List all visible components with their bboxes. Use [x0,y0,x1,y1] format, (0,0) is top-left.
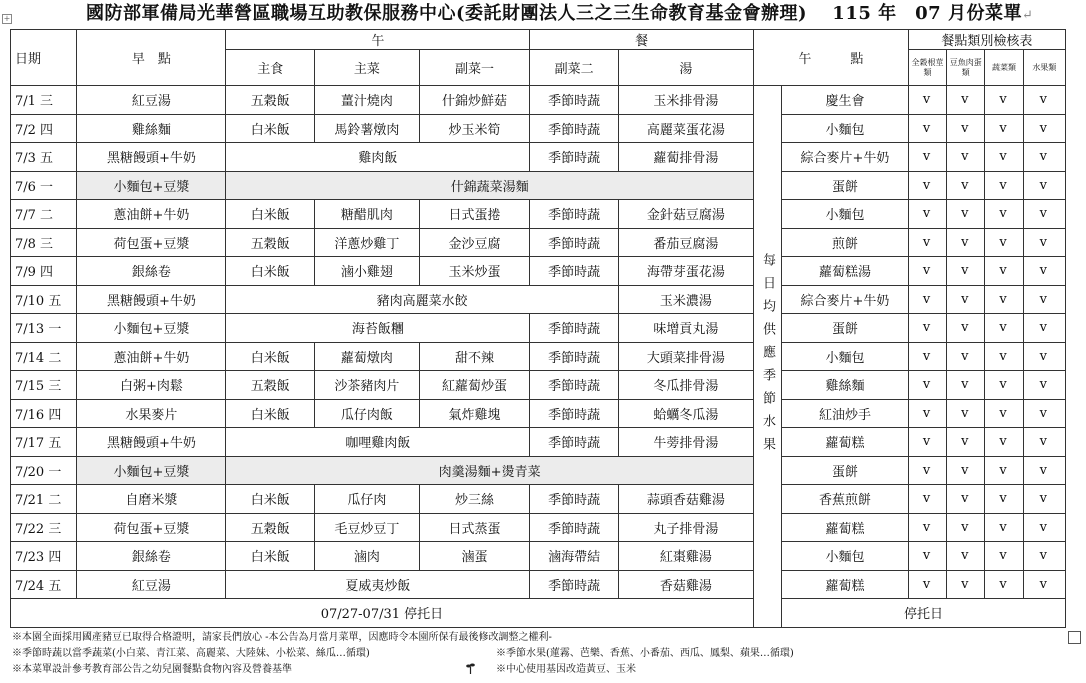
side-dish1-cell: 日式蒸蛋 [419,513,530,542]
menu-row [11,570,1066,599]
date-cell: 7/21 二 [11,485,77,514]
date-cell: 7/1 三 [11,86,77,115]
check-mark-cell: v [985,371,1023,400]
table-anchor-icon: + [3,14,11,23]
soup-cell: 海帶芽蛋花湯 [618,257,753,286]
menu-row [11,513,1066,542]
breakfast-cell: 紅豆湯 [77,86,226,115]
check-mark-cell: v [1023,371,1065,400]
breakfast-cell: 蔥油餅+牛奶 [77,200,226,229]
staple-cell: 白米飯 [226,257,315,286]
menu-row [11,257,1066,286]
side-dish2-cell: 季節時蔬 [530,200,619,229]
side-dish1-cell: 金沙豆腐 [419,228,530,257]
side-dish2-cell: 季節時蔬 [530,342,619,371]
check-mark-cell: v [985,200,1023,229]
date-cell: 7/7 二 [11,200,77,229]
header-check-veg: 蔬菜類 [985,50,1023,86]
side-dish2-cell: 季節時蔬 [530,485,619,514]
menu-row [11,542,1066,571]
footnote-3: ※本菜單設計參考教育部公告之幼兒園餐點食物內容及營養基準 [12,664,292,675]
check-mark-cell: v [947,456,985,485]
check-mark-cell: v [908,399,946,428]
snack-cell: 蘿蔔糕 [782,513,909,542]
main-dish-cell: 毛豆炒豆丁 [314,513,419,542]
snack-cell: 綜合麥片+牛奶 [782,143,909,172]
staple-cell: 白米飯 [226,542,315,571]
date-cell: 7/2 四 [11,114,77,143]
check-mark-cell: v [947,285,985,314]
check-mark-cell: v [908,542,946,571]
menu-row [11,171,1066,200]
menu-row [11,114,1066,143]
check-mark-cell: v [1023,200,1065,229]
check-mark-cell: v [985,143,1023,172]
side-dish2-cell: 季節時蔬 [530,114,619,143]
check-mark-cell: v [985,257,1023,286]
check-mark-cell: v [947,143,985,172]
soup-cell: 番茄豆腐湯 [618,228,753,257]
snack-cell: 香蕉煎餅 [782,485,909,514]
check-mark-cell: v [985,542,1023,571]
check-mark-cell: v [908,257,946,286]
side-dish1-cell: 日式蛋捲 [419,200,530,229]
side-dish2-cell: 季節時蔬 [530,228,619,257]
snack-cell: 小麵包 [782,342,909,371]
check-mark-cell: v [1023,86,1065,115]
snack-cell: 小麵包 [782,542,909,571]
menu-row [11,285,1066,314]
one-dish-meal-cell: 肉羹湯麵+燙青菜 [226,456,753,485]
menu-row [11,314,1066,343]
menu-row [11,456,1066,485]
breakfast-cell: 黑糖饅頭+牛奶 [77,285,226,314]
snack-cell: 蛋餅 [782,456,909,485]
check-mark-cell: v [947,228,985,257]
staple-cell: 五穀飯 [226,228,315,257]
one-dish-meal-cell: 雞肉飯 [226,143,530,172]
check-mark-cell: v [908,428,946,457]
check-mark-cell: v [947,200,985,229]
check-mark-cell: v [1023,285,1065,314]
side-dish1-cell: 氣炸雞塊 [419,399,530,428]
check-mark-cell: v [947,371,985,400]
snack-cell: 煎餅 [782,228,909,257]
check-mark-cell: v [985,285,1023,314]
breakfast-cell: 黑糖饅頭+牛奶 [77,143,226,172]
check-mark-cell: v [908,342,946,371]
header-snack: 午 點 [753,30,908,86]
check-mark-cell: v [985,485,1023,514]
check-mark-cell: v [947,257,985,286]
check-mark-cell: v [947,314,985,343]
check-mark-cell: v [947,428,985,457]
header-check-title: 餐點類別檢核表 [908,30,1065,50]
date-cell: 7/24 五 [11,570,77,599]
soup-cell: 丸子排骨湯 [618,513,753,542]
side-dish2-cell: 季節時蔬 [530,371,619,400]
check-mark-cell: v [1023,399,1065,428]
soup-cell: 玉米排骨湯 [618,86,753,115]
staple-cell: 白米飯 [226,114,315,143]
side-dish1-cell: 紅蘿蔔炒蛋 [419,371,530,400]
header-breakfast: 早 點 [77,30,226,86]
side-dish2-cell: 季節時蔬 [530,86,619,115]
check-mark-cell: v [908,513,946,542]
check-mark-cell: v [908,114,946,143]
date-cell: 7/9 四 [11,257,77,286]
breakfast-cell: 紅豆湯 [77,570,226,599]
check-mark-cell: v [947,513,985,542]
closure-cell: 07/27-07/31 停托日 [11,599,754,628]
date-cell: 7/10 五 [11,285,77,314]
side-dish2-cell: 季節時蔬 [530,513,619,542]
check-mark-cell: v [1023,570,1065,599]
check-mark-cell: v [947,171,985,200]
soup-cell: 蛤蠣冬瓜湯 [618,399,753,428]
check-mark-cell: v [947,86,985,115]
check-mark-cell: v [985,399,1023,428]
menu-row [11,342,1066,371]
check-mark-cell: v [985,456,1023,485]
breakfast-cell: 小麵包+豆漿 [77,171,226,200]
breakfast-cell: 荷包蛋+豆漿 [77,228,226,257]
snack-cell: 紅油炒手 [782,399,909,428]
footnote-1: ※本園全面採用國產豬豆已取得合格證明，請家長們放心 -本公告為月當月菜單，因應時令本園所保有最後修改調整之權利- [12,632,552,643]
breakfast-cell: 蔥油餅+牛奶 [77,342,226,371]
check-mark-cell: v [908,86,946,115]
one-dish-meal-cell: 咖哩雞肉飯 [226,428,530,457]
soup-cell: 紅棗雞湯 [618,542,753,571]
header-check-fruit: 水果類 [1023,50,1065,86]
soup-cell: 蒜頭香菇雞湯 [618,485,753,514]
footnote-fruit: ※季節水果(蓮霧、芭樂、香蕉、小番茄、西瓜、鳳梨、蘋果…循環) [496,648,794,659]
header-staple: 主食 [226,50,315,86]
menu-row [11,399,1066,428]
check-mark-cell: v [947,342,985,371]
date-cell: 7/15 三 [11,371,77,400]
check-mark-cell: v [1023,114,1065,143]
one-dish-meal-cell: 海苔飯糰 [226,314,530,343]
check-mark-cell: v [1023,456,1065,485]
date-cell: 7/3 五 [11,143,77,172]
check-mark-cell: v [947,542,985,571]
check-mark-cell: v [985,342,1023,371]
side-dish1-cell: 什錦炒鮮菇 [419,86,530,115]
menu-row [11,200,1066,229]
check-mark-cell: v [908,285,946,314]
breakfast-cell: 小麵包+豆漿 [77,314,226,343]
staple-cell: 白米飯 [226,342,315,371]
check-mark-cell: v [1023,485,1065,514]
check-mark-cell: v [908,570,946,599]
check-mark-cell: v [985,428,1023,457]
one-dish-meal-cell: 什錦蔬菜湯麵 [226,171,753,200]
check-mark-cell: v [908,171,946,200]
staple-cell: 五穀飯 [226,513,315,542]
side-dish2-cell: 滷海帶結 [530,542,619,571]
date-cell: 7/23 四 [11,542,77,571]
breakfast-cell: 銀絲卷 [77,257,226,286]
side-dish2-cell: 季節時蔬 [530,570,619,599]
one-dish-meal-cell: 豬肉高麗菜水餃 [226,285,619,314]
soup-cell: 玉米濃湯 [618,285,753,314]
snack-closure-cell: 停托日 [782,599,1066,628]
snack-cell: 小麵包 [782,200,909,229]
date-cell: 7/22 三 [11,513,77,542]
check-mark-cell: v [947,570,985,599]
date-cell: 7/20 一 [11,456,77,485]
header-lunch-left: 午 [226,30,530,50]
staple-cell: 白米飯 [226,485,315,514]
soup-cell: 味增貢丸湯 [618,314,753,343]
soup-cell: 高麗菜蛋花湯 [618,114,753,143]
breakfast-cell: 水果麥片 [77,399,226,428]
header-check-grains: 全穀根莖類 [908,50,946,86]
snack-cell: 慶生會 [782,86,909,115]
header-main: 主菜 [314,50,419,86]
snack-cell: 蘿蔔糕湯 [782,257,909,286]
header-side2: 副菜二 [530,50,619,86]
snack-cell: 蛋餅 [782,314,909,343]
check-mark-cell: v [908,228,946,257]
check-mark-cell: v [985,570,1023,599]
date-cell: 7/17 五 [11,428,77,457]
footnote-gmo: ※中心使用基因改造黃豆、玉米 [496,664,636,675]
main-dish-cell: 沙茶豬肉片 [314,371,419,400]
check-mark-cell: v [985,114,1023,143]
check-mark-cell: v [1023,513,1065,542]
check-mark-cell: v [985,86,1023,115]
check-mark-cell: v [1023,428,1065,457]
header-check-protein: 豆魚肉蛋類 [947,50,985,86]
main-dish-cell: 糖醋肌肉 [314,200,419,229]
menu-row [11,143,1066,172]
staple-cell: 白米飯 [226,399,315,428]
side-dish2-cell: 季節時蔬 [530,399,619,428]
check-mark-cell: v [908,143,946,172]
closure-row [11,599,1066,628]
snack-cell: 蘿蔔糕 [782,570,909,599]
menu-row [11,86,1066,115]
check-mark-cell: v [1023,342,1065,371]
snack-cell: 蛋餅 [782,171,909,200]
check-mark-cell: v [1023,143,1065,172]
side-dish2-cell: 季節時蔬 [530,314,619,343]
menu-row [11,428,1066,457]
snack-cell: 蘿蔔糕 [782,428,909,457]
snack-cell: 小麵包 [782,114,909,143]
soup-cell: 香菇雞湯 [618,570,753,599]
breakfast-cell: 雞絲麵 [77,114,226,143]
soup-cell: 冬瓜排骨湯 [618,371,753,400]
header-date: 日期 [11,30,77,86]
check-mark-cell: v [985,228,1023,257]
header-lunch-right: 餐 [530,30,753,50]
main-dish-cell: 瓜仔肉飯 [314,399,419,428]
side-dish2-cell: 季節時蔬 [530,257,619,286]
main-dish-cell: 薑汁燒肉 [314,86,419,115]
staple-cell: 白米飯 [226,200,315,229]
breakfast-cell: 小麵包+豆漿 [77,456,226,485]
check-mark-cell: v [985,171,1023,200]
staple-cell: 五穀飯 [226,371,315,400]
side-dish1-cell: 玉米炒蛋 [419,257,530,286]
date-cell: 7/14 二 [11,342,77,371]
check-mark-cell: v [947,485,985,514]
check-mark-cell: v [947,114,985,143]
date-cell: 7/6 一 [11,171,77,200]
staple-cell: 五穀飯 [226,86,315,115]
footnote-2: ※季節時蔬以當季蔬菜(小白菜、青江菜、高麗菜、大陸妹、小松菜、絲瓜…循環) [12,648,370,659]
check-mark-cell: v [908,371,946,400]
side-dish2-cell: 季節時蔬 [530,428,619,457]
soup-cell: 金針菇豆腐湯 [618,200,753,229]
one-dish-meal-cell: 夏威夷炒飯 [226,570,530,599]
main-dish-cell: 滷肉 [314,542,419,571]
header-soup: 湯 [618,50,753,86]
check-mark-cell: v [1023,314,1065,343]
side-dish1-cell: 炒三絲 [419,485,530,514]
main-dish-cell: 蘿蔔燉肉 [314,342,419,371]
side-dish2-cell: 季節時蔬 [530,143,619,172]
date-cell: 7/16 四 [11,399,77,428]
date-cell: 7/8 三 [11,228,77,257]
soup-cell: 牛蒡排骨湯 [618,428,753,457]
breakfast-cell: 黑糖饅頭+牛奶 [77,428,226,457]
breakfast-cell: 白粥+肉鬆 [77,371,226,400]
check-mark-cell: v [1023,257,1065,286]
main-dish-cell: 滷小雞翅 [314,257,419,286]
soup-cell: 蘿蔔排骨湯 [618,143,753,172]
check-mark-cell: v [908,200,946,229]
breakfast-cell: 自磨米漿 [77,485,226,514]
breakfast-cell: 銀絲卷 [77,542,226,571]
main-dish-cell: 瓜仔肉 [314,485,419,514]
check-mark-cell: v [908,456,946,485]
check-mark-cell: v [908,314,946,343]
side-dish1-cell: 甜不辣 [419,342,530,371]
plant-icon [466,662,475,674]
check-mark-cell: v [908,485,946,514]
main-dish-cell: 馬鈴薯燉肉 [314,114,419,143]
header-side1: 副菜一 [419,50,530,86]
breakfast-cell: 荷包蛋+豆漿 [77,513,226,542]
date-cell: 7/13 一 [11,314,77,343]
check-mark-cell: v [1023,171,1065,200]
checkbox-square [1068,631,1081,644]
side-dish1-cell: 炒玉米筍 [419,114,530,143]
check-mark-cell: v [985,314,1023,343]
page-title: 國防部軍備局光華營區職場互助教保服務中心(委託財團法人三之三生命教育基金會辦理) 115 年 07 月份菜單↵ [86,3,1034,24]
menu-row [11,485,1066,514]
side-dish1-cell: 滷蛋 [419,542,530,571]
menu-row [11,371,1066,400]
soup-cell: 大頭菜排骨湯 [618,342,753,371]
menu-row [11,228,1066,257]
menu-table [10,29,1066,628]
main-dish-cell: 洋蔥炒雞丁 [314,228,419,257]
check-mark-cell: v [985,513,1023,542]
check-mark-cell: v [947,399,985,428]
fruit-note-cell: 每日均供應季節水果 [753,86,781,628]
snack-cell: 雞絲麵 [782,371,909,400]
check-mark-cell: v [1023,542,1065,571]
snack-cell: 綜合麥片+牛奶 [782,285,909,314]
check-mark-cell: v [1023,228,1065,257]
